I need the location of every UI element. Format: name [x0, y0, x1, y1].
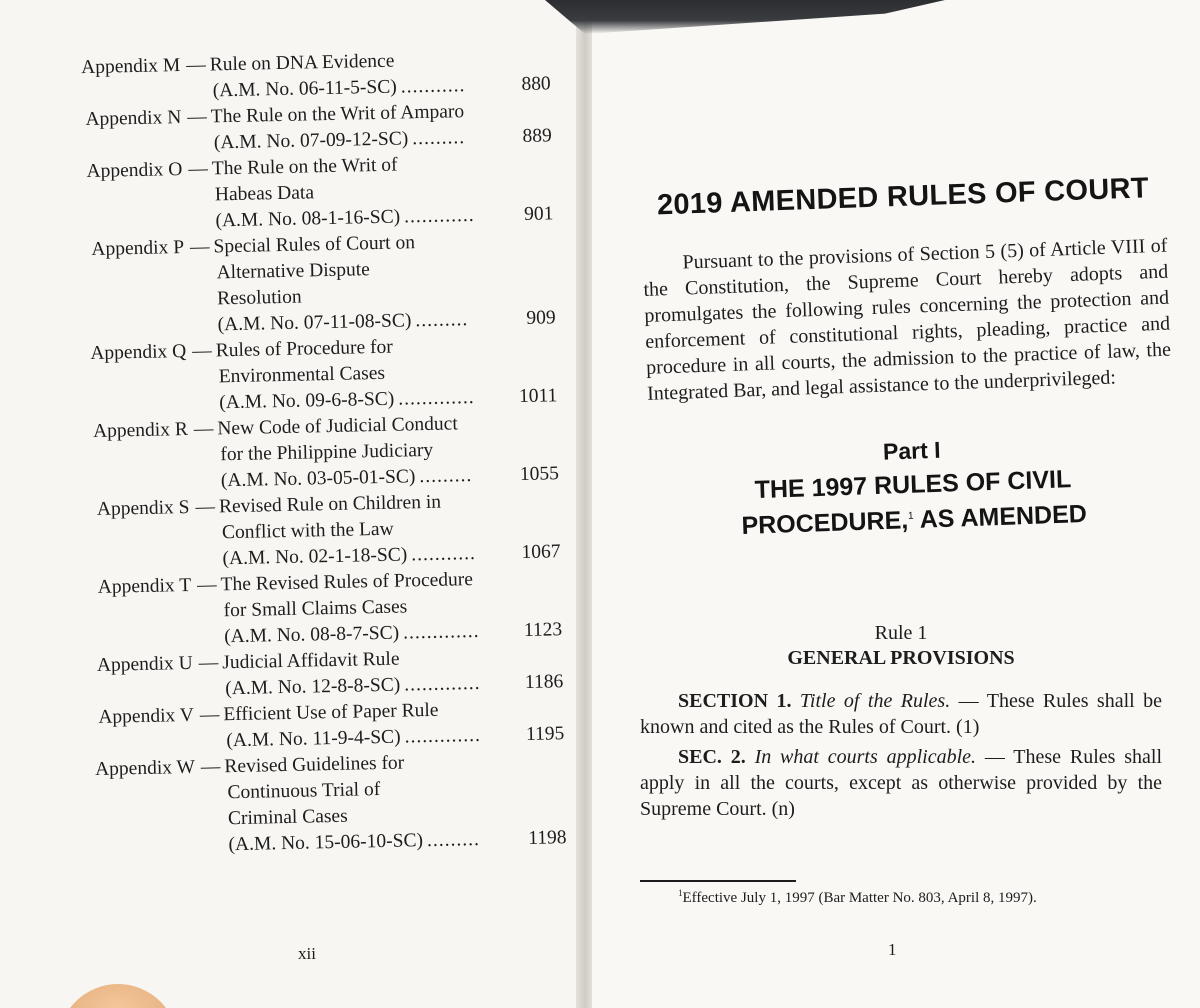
footnote-mark: 1	[678, 888, 683, 898]
footnote-reference: 1	[907, 510, 914, 522]
leader-dots: .............	[404, 724, 482, 748]
leader-dots: .........	[419, 465, 473, 488]
right-page	[592, 0, 1200, 1008]
part-title-line2a: PROCEDURE,	[741, 506, 909, 540]
toc-page-number: 901	[523, 203, 554, 225]
book-title: 2019 AMENDED RULES OF COURT	[656, 172, 1150, 222]
appendix-title-continued: Conflict with the Law	[221, 518, 394, 544]
section-2	[640, 744, 1162, 822]
footnote-divider	[640, 880, 796, 882]
appendix-label: Appendix R	[92, 418, 189, 442]
em-dash: —	[195, 496, 216, 518]
toc-entry	[42, 149, 564, 238]
am-number: (A.M. No. 09-6-8-SC)	[219, 388, 395, 414]
em-dash: —	[189, 236, 210, 258]
intro-paragraph: Pursuant to the provisions of Section 5 (5) of Article VIII of the Constitution, the Supreme Court hereby adopts and promulgates the following rules concerning the protection and enforcement of constitutional rights, pleading, practice and procedure in all courts, the admission to the practice of law, the Integrated Bar, and legal assistance to the underprivileged:	[643, 234, 1172, 405]
am-number: (A.M. No. 02-1-18-SC)	[222, 544, 408, 570]
leader-dots: .............	[403, 672, 481, 696]
toc-page-number: 1198	[527, 827, 567, 849]
appendix-title: New Code of Judicial Conduct	[217, 413, 458, 440]
appendix-label: Appendix P	[91, 237, 185, 260]
leader-dots: .........	[415, 309, 469, 332]
appendix-label: Appendix U	[96, 652, 193, 676]
am-number: (A.M. No. 12-8-8-SC)	[225, 674, 401, 700]
section-text: — These Rules shall apply in all the courts, except as otherwise provided by the Supreme Court. (n)	[640, 746, 1163, 820]
am-number: (A.M. No. 07-11-08-SC)	[217, 310, 412, 336]
appendix-title-continued: Continuous Trial of	[227, 779, 381, 804]
toc-page-number: 909	[526, 307, 556, 329]
appendix-title: Special Rules of Court on	[213, 232, 416, 258]
leader-dots: .............	[402, 620, 480, 644]
appendix-title: Revised Guidelines for	[224, 752, 405, 778]
part-title	[650, 460, 1177, 546]
appendix-label: Appendix T	[97, 574, 192, 598]
toc-page-number: 1011	[518, 385, 558, 408]
appendix-title-continued: for the Philippine Judiciary	[220, 439, 434, 466]
section-heading: In what courts applicable.	[754, 746, 977, 768]
em-dash: —	[193, 418, 214, 440]
appendix-title: Efficient Use of Paper Rule	[223, 699, 439, 726]
am-number: (A.M. No. 11-9-4-SC)	[226, 726, 401, 752]
rule-title: GENERAL PROVISIONS	[787, 647, 1015, 669]
em-dash: —	[196, 574, 217, 596]
em-dash: —	[198, 652, 219, 674]
appendix-title-continued: Environmental Cases	[218, 362, 386, 388]
toc-entry	[44, 227, 566, 342]
em-dash: —	[188, 158, 209, 180]
toc-page-number: 1067	[521, 541, 561, 564]
appendix-title-continued: Habeas Data	[214, 182, 315, 206]
am-number: (A.M. No. 08-1-16-SC)	[215, 206, 401, 232]
appendix-label: Appendix O	[86, 159, 183, 183]
right-page-number: 1	[888, 940, 897, 959]
section-number: SEC. 2.	[678, 746, 746, 768]
em-dash: —	[199, 704, 220, 726]
em-dash: —	[187, 106, 208, 128]
appendix-title: The Revised Rules of Procedure	[220, 569, 474, 596]
toc-page-number: 880	[521, 73, 551, 95]
part-title-line2b: AS AMENDED	[913, 499, 1088, 534]
rule-block	[640, 622, 1162, 826]
leader-dots: ...........	[400, 75, 466, 98]
leader-dots: .........	[426, 828, 481, 852]
em-dash: —	[186, 54, 206, 76]
appendix-title: Rule on DNA Evidence	[209, 50, 395, 76]
toc-entry	[49, 487, 571, 576]
appendix-title: The Rule on the Writ of Amparo	[210, 101, 465, 128]
am-number: (A.M. No. 03-05-01-SC)	[220, 466, 416, 492]
toc-entry	[46, 331, 568, 420]
am-number: (A.M. No. 08-8-7-SC)	[223, 622, 400, 648]
toc-page-number: 1055	[519, 463, 560, 486]
leader-dots: .........	[412, 127, 466, 150]
appendix-label: Appendix M	[80, 55, 181, 79]
toc-page-number: 1195	[525, 723, 565, 745]
appendix-title: Judicial Affidavit Rule	[222, 648, 400, 674]
part-title-line1: THE 1997 RULES OF CIVIL	[754, 465, 1072, 505]
appendix-label: Appendix N	[85, 107, 182, 131]
em-dash: —	[200, 756, 221, 778]
appendix-title: Revised Rule on Children in	[218, 491, 442, 518]
part-label: Part I	[882, 436, 941, 465]
em-dash: —	[191, 340, 212, 362]
appendix-title-continued: for Small Claims Cases	[223, 596, 408, 622]
toc-page-number: 1186	[524, 671, 564, 693]
section-1	[640, 688, 1162, 740]
leader-dots: ............	[403, 204, 475, 228]
toc-entry	[55, 747, 577, 862]
leader-dots: ...........	[411, 542, 477, 566]
table-of-contents	[40, 45, 577, 862]
section-number: SECTION 1.	[678, 690, 792, 712]
appendix-label: Appendix W	[94, 756, 196, 780]
toc-page-number: 1123	[523, 619, 563, 641]
left-page	[0, 0, 578, 1008]
appendix-title: Rules of Procedure for	[215, 336, 393, 362]
toc-entry	[48, 409, 570, 498]
am-number: (A.M. No. 07-09-12-SC)	[213, 128, 409, 154]
toc-entry	[51, 565, 573, 654]
appendix-title: The Rule on the Writ of	[211, 154, 398, 180]
appendix-title-continued: Alternative Dispute	[216, 259, 371, 284]
right-page-header	[640, 172, 1177, 545]
left-page-number: xii	[298, 944, 316, 963]
appendix-label: Appendix Q	[90, 341, 187, 365]
section-heading: Title of the Rules.	[799, 690, 951, 712]
appendix-label: Appendix S	[96, 496, 190, 520]
am-number: (A.M. No. 15-06-10-SC)	[228, 830, 424, 856]
rule-label: Rule 1	[874, 622, 928, 644]
toc-page-number: 889	[522, 125, 553, 147]
leader-dots: .............	[397, 386, 475, 410]
appendix-title-continued: Criminal Cases	[227, 805, 348, 830]
footnote	[678, 888, 1037, 907]
appendix-label: Appendix V	[98, 704, 195, 728]
am-number: (A.M. No. 06-11-5-SC)	[212, 76, 397, 102]
section-text: — These Rules shall be known and cited as the Rules of Court. (1)	[640, 690, 1162, 738]
appendix-title-continued: Resolution	[216, 286, 302, 310]
footnote-text: Effective July 1, 1997 (Bar Matter No. 803, April 8, 1997).	[682, 890, 1037, 906]
